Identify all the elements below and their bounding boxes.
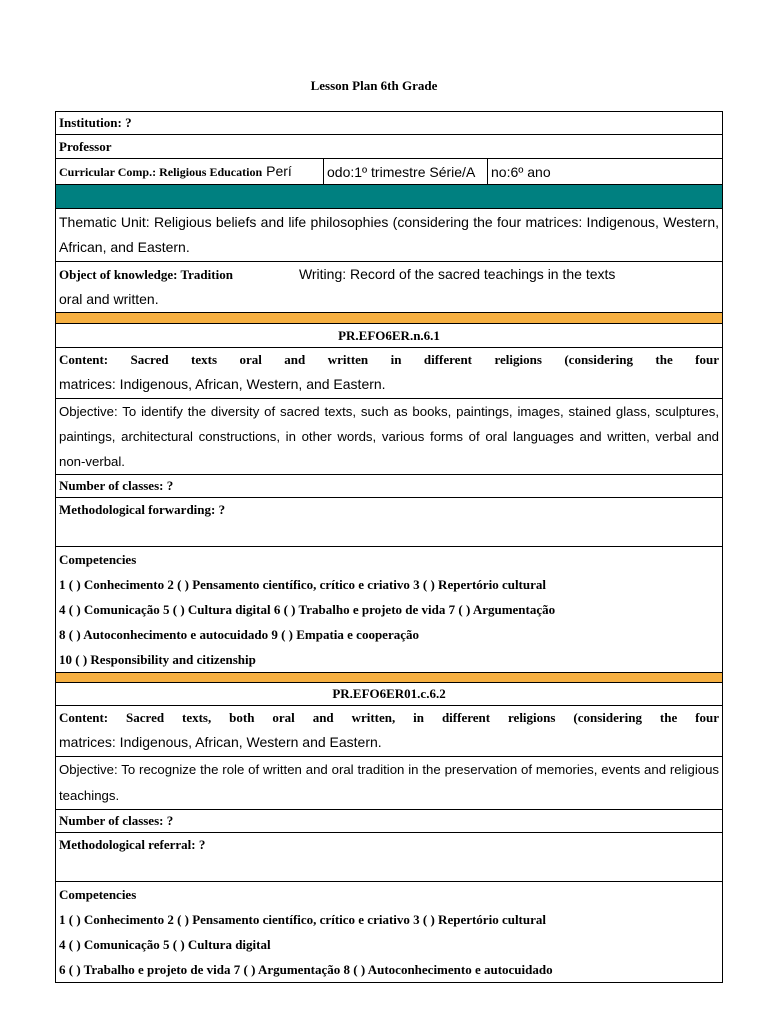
periodo-prefix: Perí: [266, 163, 292, 179]
serie-rest: no:6º ano: [491, 163, 551, 180]
section1-content-bold: Content: Sacred texts oral and written in different religions (considering the four: [59, 352, 720, 367]
section1-competencies-title: Competencies: [59, 552, 137, 567]
section1-competency-line: 1 ( ) Conhecimento 2 ( ) Pensamento científico, crítico e criativo 3 ( ) Repertório cultural: [59, 577, 546, 592]
section1-content-rest: matrices: Indigenous, African, Western, and Eastern.: [59, 376, 386, 392]
institution-field: Institution: ?: [56, 112, 723, 135]
section1-competencies: [56, 547, 723, 673]
section2-classes-row: [56, 810, 723, 833]
writing-line2: oral and written.: [59, 291, 159, 307]
section2-competency-line: 4 ( ) Comunicação 5 ( ) Cultura digital: [59, 937, 271, 952]
section2-competencies-row: [56, 882, 723, 983]
section1-code: PR.EFO6ER.n.6.1: [56, 324, 723, 348]
curricular-label: Curricular Comp.: Religious Education: [59, 165, 263, 179]
page-title: Lesson Plan 6th Grade: [310, 78, 438, 93]
section1-competency-line: 8 ( ) Autoconhecimento e autocuidado 9 ( ) Empatia e cooperação: [59, 627, 419, 642]
object-row: [56, 262, 723, 313]
section2-content-row: [56, 706, 723, 757]
institution-row: [56, 112, 723, 135]
section2-number-of-classes: Number of classes: ?: [56, 810, 723, 833]
section2-content-rest: matrices: Indigenous, African, Western and Eastern.: [59, 734, 382, 750]
section2-objective-row: [56, 757, 723, 810]
section1-competency-line: 10 ( ) Responsibility and citizenship: [59, 652, 256, 667]
professor-row: [56, 135, 723, 159]
section1-objective: Objective: To identify the diversity of sacred texts, such as books, paintings, images, stained glass, sculptures, paintings, architectural constructions, in other words, various forms of oral languages and written, verbal and non-verbal.: [56, 399, 723, 475]
section1-content: [56, 348, 723, 399]
teal-bar: [56, 185, 723, 209]
writing-line1: Writing: Record of the sacred teachings in the texts: [298, 266, 616, 282]
curricular-cell: [56, 159, 324, 185]
orange-bar-2: [56, 673, 723, 683]
section2-competencies: [56, 882, 723, 983]
section2-competency-line: 1 ( ) Conhecimento 2 ( ) Pensamento científico, crítico e criativo 3 ( ) Repertório cultural: [59, 912, 546, 927]
orange-bar-1: [56, 313, 723, 324]
section2-code-row: [56, 683, 723, 706]
section2-competency-line: 6 ( ) Trabalho e projeto de vida 7 ( ) Argumentação 8 ( ) Autoconhecimento e autocuidado: [59, 962, 553, 977]
section2-content: [56, 706, 723, 757]
section2-content-bold: Content: Sacred texts, both oral and written, in different religions (considering the four: [59, 710, 720, 725]
section1-objective-row: [56, 399, 723, 475]
section1-content-row: [56, 348, 723, 399]
section1-competency-line: 4 ( ) Comunicação 5 ( ) Cultura digital 6 ( ) Trabalho e projeto de vida 7 ( ) Argumentação: [59, 602, 556, 617]
thematic-unit: Thematic Unit: Religious beliefs and life philosophies (considering the four matrices: Indigenous, Western, African, and Eastern.: [56, 209, 723, 262]
section2-methodological: Methodological referral: ?: [56, 833, 723, 882]
serie-cell: [488, 159, 723, 185]
section2-method-row: [56, 833, 723, 882]
periodo-rest: odo:1º trimestre Série/A: [327, 163, 476, 180]
thematic-unit-row: [56, 209, 723, 262]
curricular-row: [56, 159, 723, 185]
object-cell: [56, 262, 723, 313]
periodo-cell: [324, 159, 488, 185]
section1-number-of-classes: Number of classes: ?: [56, 475, 723, 498]
section1-methodological: Methodological forwarding: ?: [56, 498, 723, 547]
section2-competencies-title: Competencies: [59, 887, 137, 902]
object-label: Object of knowledge: Tradition: [59, 267, 233, 282]
section1-method-row: [56, 498, 723, 547]
section1-code-row: [56, 324, 723, 348]
section1-competencies-row: [56, 547, 723, 673]
professor-field: Professor: [56, 135, 723, 159]
lesson-plan-table: [55, 111, 723, 983]
section1-classes-row: [56, 475, 723, 498]
section2-code: PR.EFO6ER01.c.6.2: [56, 683, 723, 706]
section2-objective: Objective: To recognize the role of written and oral tradition in the preservation of memories, events and religious teachings.: [56, 757, 723, 810]
